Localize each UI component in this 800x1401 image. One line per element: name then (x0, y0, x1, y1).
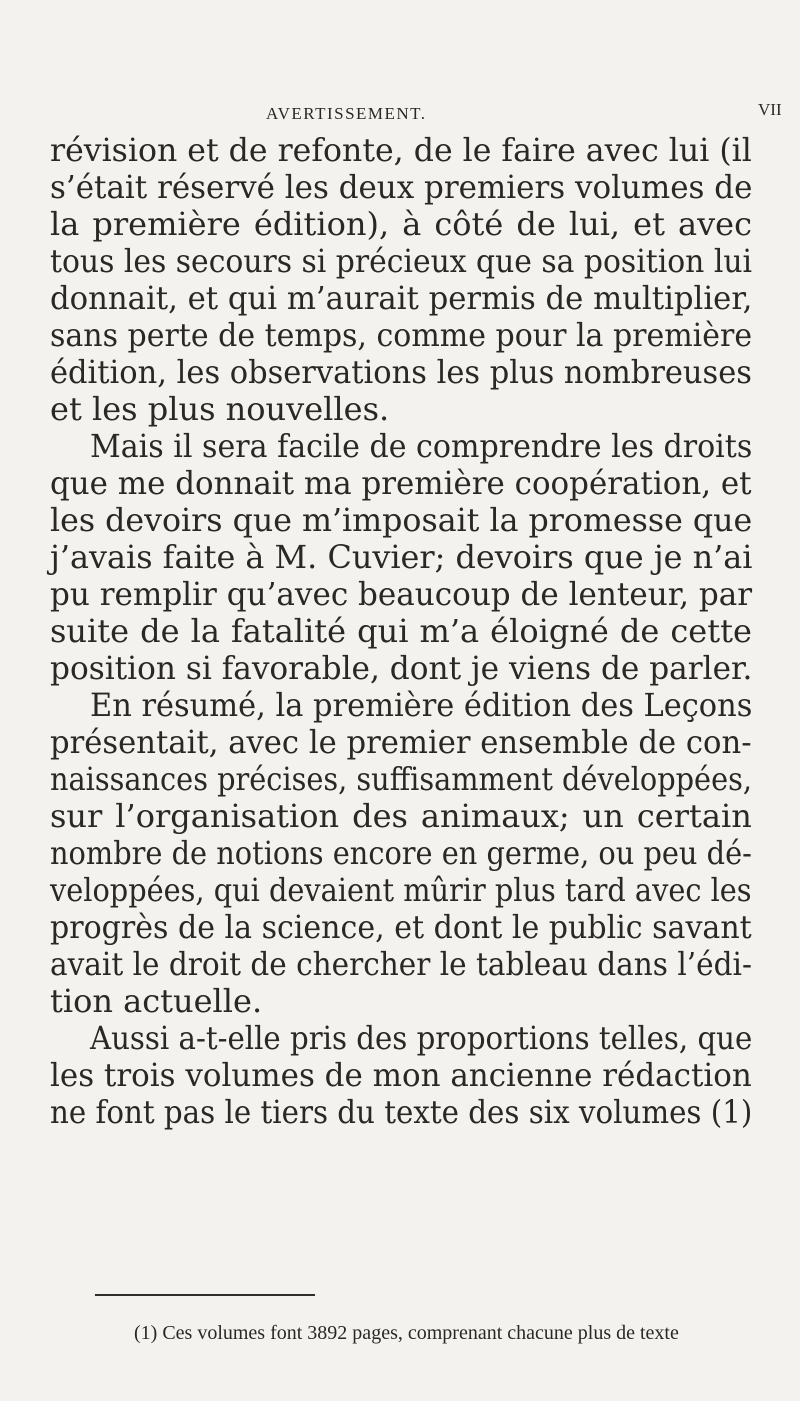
text-line: naissances précises, suffisamment développées, (50, 760, 753, 798)
page-number: VII (758, 100, 782, 119)
text-line: sur l’organisation des animaux; un certain (50, 797, 752, 835)
text-line: suite de la fatalité qui m’a éloigné de cette (50, 612, 752, 650)
text-line: tion actuelle. (50, 982, 263, 1020)
text-line: les devoirs que m’imposait la promesse que (50, 501, 753, 539)
text-line: édition, les observations les plus nombreuses (50, 353, 752, 391)
running-header (0, 100, 800, 128)
text-line: nombre de notions encore en germe, ou peu dé- (50, 834, 752, 872)
text-line: la première édition), à côté de lui, et avec (50, 205, 753, 243)
text-line: j’avais faite à M. Cuvier; devoirs que je n’ai (50, 538, 753, 576)
text-line: Mais il sera facile de comprendre les droits (90, 427, 753, 465)
text-line: et les plus nouvelles. (50, 390, 390, 428)
footnote-rule (95, 1294, 315, 1296)
text-line: Aussi a-t-elle pris des proportions telles, que (90, 1019, 753, 1057)
text-line: s’était réservé les deux premiers volumes de (50, 168, 753, 206)
text-line: les trois volumes de mon ancienne rédaction (50, 1056, 752, 1094)
text-line: donnait, et qui m’aurait permis de multiplier, (50, 279, 753, 317)
text-line: pu remplir qu’avec beaucoup de lenteur, par (50, 575, 753, 613)
text-line: tous les secours si précieux que sa position lui (50, 242, 753, 280)
text-line: présentait, avec le premier ensemble de con- (50, 723, 752, 761)
text-line: ne font pas le tiers du texte des six volumes (1) (50, 1093, 753, 1131)
text-line: sans perte de temps, comme pour la première (50, 316, 753, 354)
running-title: AVERTISSEMENT. (266, 104, 427, 123)
text-line: avait le droit de chercher le tableau dans l’édi- (50, 945, 752, 983)
text-line: que me donnait ma première coopération, et (50, 464, 752, 502)
text-line: révision et de refonte, de le faire avec lui (il (50, 131, 752, 169)
text-line: veloppées, qui devaient mûrir plus tard avec les (50, 871, 752, 909)
text-line: progrès de la science, et dont le public savant (50, 908, 752, 946)
footnote: (1) Ces volumes font 3892 pages, comprenant chacune plus de texte (134, 1322, 679, 1344)
text-line: position si favorable, dont je viens de parler. (50, 649, 753, 687)
text-line: En résumé, la première édition des Leçons (90, 686, 753, 724)
